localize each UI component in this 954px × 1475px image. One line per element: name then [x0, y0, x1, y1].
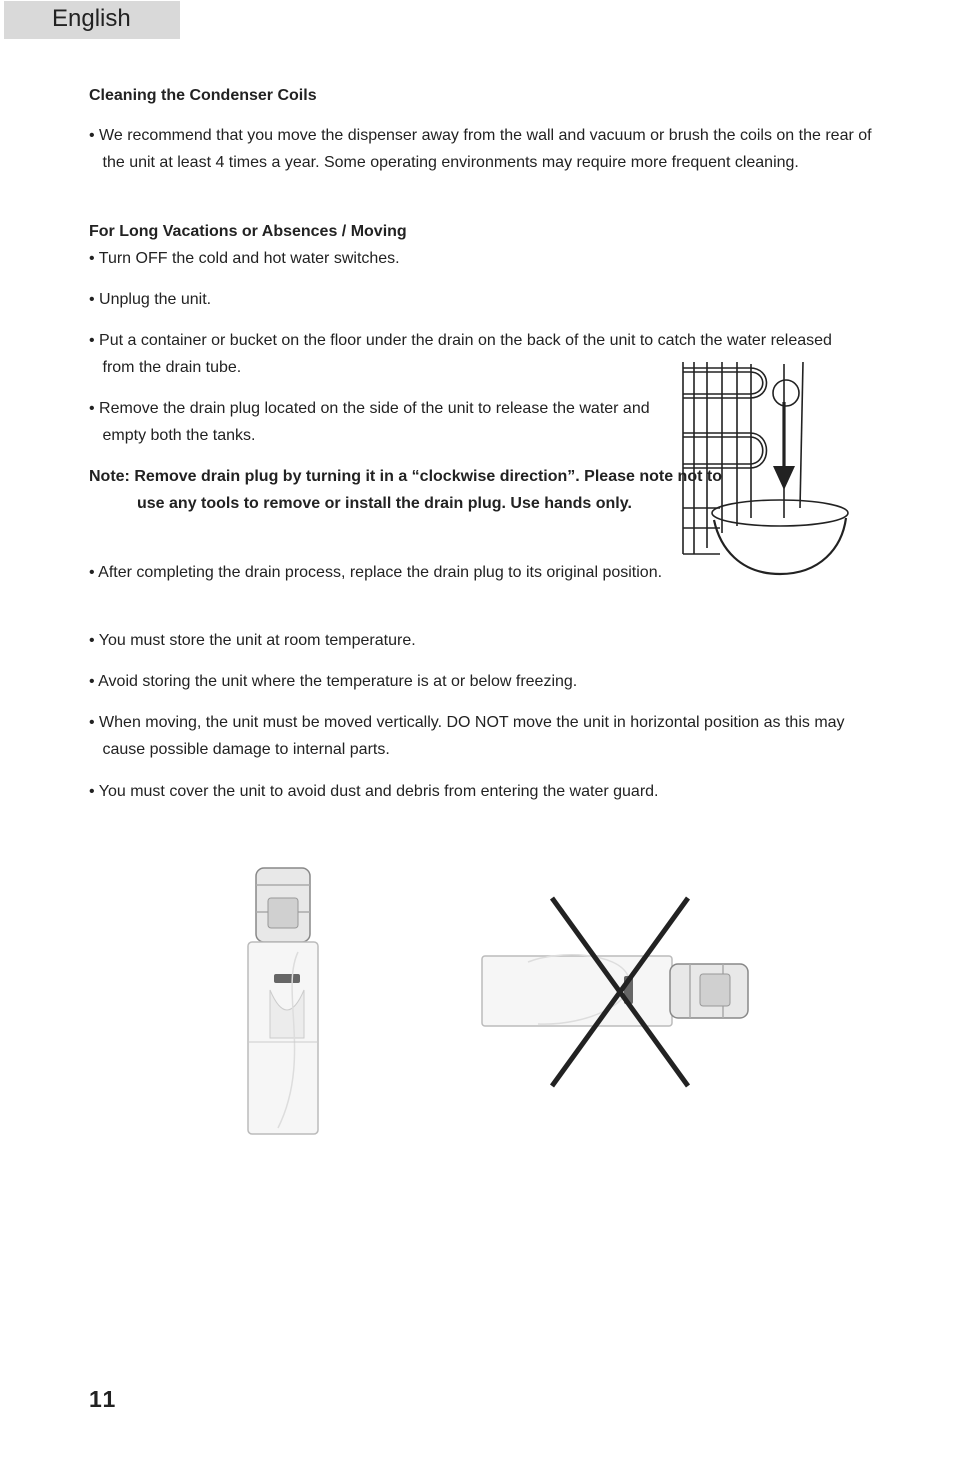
- heading-vacations: For Long Vacations or Absences / Moving: [89, 223, 407, 240]
- bullet-freezing: • Avoid storing the unit where the temperature is at or below freezing.: [89, 673, 578, 690]
- language-tab: English: [4, 1, 180, 39]
- page-number: 11: [89, 1386, 118, 1412]
- bullet-condenser: • We recommend that you move the dispenser away from the wall and vacuum or brush the coils on the rear of the unit at least 4 times a year. Some operating environments may require more frequent cleaning.: [89, 127, 872, 172]
- drain-bucket-diagram-icon: [680, 358, 855, 580]
- bullet-moving: • When moving, the unit must be moved vertically. DO NOT move the unit in horizontal position as this may cause possible damage to internal parts.: [89, 714, 845, 759]
- heading-condenser-coils: Cleaning the Condenser Coils: [89, 87, 317, 104]
- water-dispenser-upright-icon: [240, 860, 330, 1140]
- bullet-after-drain: • After completing the drain process, replace the drain plug to its original position.: [89, 564, 663, 581]
- note-drain-plug: Note: Remove drain plug by turning it in a “clockwise direction”. Please note not to use any tools to remove or install the drain plug. Use hands only.: [89, 468, 722, 513]
- bullet-turn-off: • Turn OFF the cold and hot water switches.: [89, 250, 400, 267]
- bullet-cover: • You must cover the unit to avoid dust and debris from entering the water guard.: [89, 783, 659, 800]
- water-dispenser-horizontal-crossed-icon: [478, 892, 758, 1092]
- bullet-drain-plug: • Remove the drain plug located on the side of the unit to release the water and empty both the tanks.: [89, 400, 650, 445]
- bullet-room-temp: • You must store the unit at room temperature.: [89, 632, 416, 649]
- bullet-container: • Put a container or bucket on the floor under the drain on the back of the unit to catch the water released from the drain tube.: [89, 332, 832, 377]
- bullet-unplug: • Unplug the unit.: [89, 291, 212, 308]
